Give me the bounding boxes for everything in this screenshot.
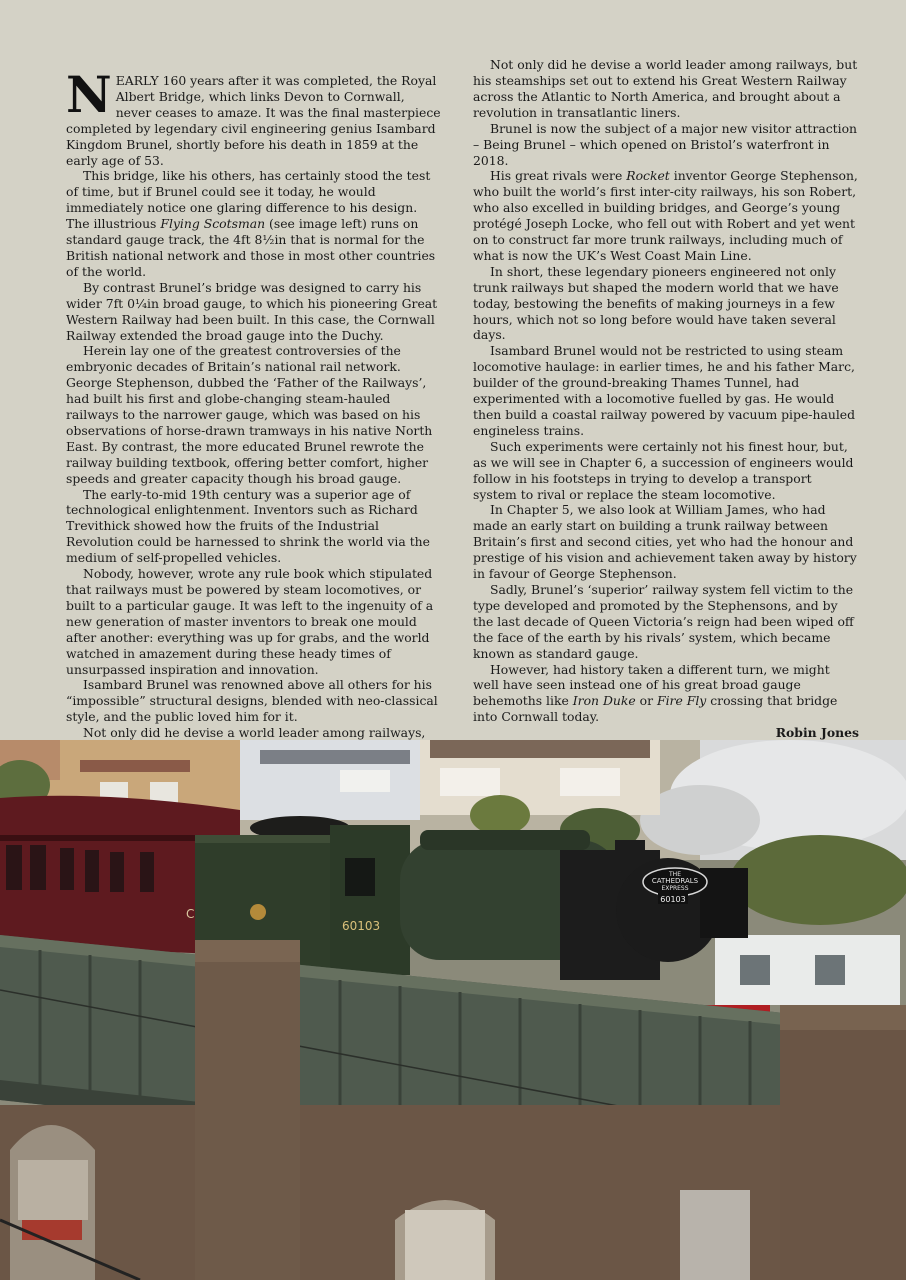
paragraph: Isambard Brunel was renowned above all others for his “impossible” structural designs, blended with neo-classical style, and the public loved him for it. [66,677,438,725]
paragraph: Isambard Brunel would not be restricted to using steam locomotive haulage: in earlier times, he and his father Marc, builder of the ground-breaking Thames Tunnel, had experimented with a locomotive fuelled by gas. He would then build a coastal railway powered by vacuum pipe-hauled engineless trains. [473,343,856,438]
author-name: Robin Jones [775,725,859,741]
paragraph: In short, these legendary pioneers engineered not only trunk railways but shaped the modern world that we have today, bestowing the benefits of making journeys in a few hours, which not so long before would have taken several days. [473,263,839,343]
train-photo [0,740,906,1280]
paragraph: Such experiments were certainly not his finest hour, but, as we will see in Chapter 6, a succession of engineers would follow in his footsteps in trying to develop a transport system to rival or replace the steam locomotive. [473,438,854,502]
locomotive-cab [330,825,410,975]
paragraph-text: crossing that bridge into Cornwall today. [473,693,838,725]
paragraph-text: However, had history taken a different turn, we might well have seen instead one of his great broad gauge behemoths like [473,661,830,709]
crest-icon [250,904,266,920]
italic-title: Iron Duke [572,693,636,709]
stone-pier [195,940,300,1280]
italic-title: Flying Scotsman [160,216,266,232]
headboard-line3: EXPRESS [661,885,689,892]
stone-pier [780,1005,906,1280]
smoke-deflector [700,868,748,938]
paragraph: Sadly, Brunel’s ‘superior’ railway system fell victim to the type developed and promoted by the Stephensons, and by the last decade of Queen Victoria’s reign had been wiped off the face of the earth by his rivals’ system, which became known as standard gauge. [473,581,854,661]
coach-letter: C [186,907,195,921]
paragraph-continued [473,57,859,121]
paragraph [473,662,859,726]
italic-title: Fire Fly [656,693,707,709]
headboard-line2: CATHEDRALS [651,877,699,885]
paragraph [473,168,859,263]
paragraph [66,168,441,279]
paragraph-text: or [635,693,657,709]
headboard-line1: THE [669,871,681,878]
italic-title: Rocket [626,168,670,184]
article-column-right [473,57,859,757]
smokebox-number: 60103 [660,895,686,904]
paragraph: By contrast Brunel’s bridge was designed to carry his wider 7ft 0¼in broad gauge, to which his pioneering Great Western Railway had been built. In this case, the Cornwall Railway extended the broad gauge into the Duchy. [66,279,438,343]
paragraph-text: His great rivals were [490,168,627,184]
paragraph-intro-text: EARLY 160 years after it was completed, the Royal Albert Bridge, which links Devon to Cornwall, never ceases to amaze. It was the final masterpiece completed by legendary civil engineering genius Isambard Kingdom Brunel, shortly before his death in 1859 at the early age of 53. [66,73,441,168]
drop-cap: N [66,65,112,124]
article-column-left [66,65,441,741]
paragraph-text: This bridge, like his others, has certainly stood the test of time, but if Brunel could see it today, he would immediately notice one glaring difference to his design. The illustrious [66,168,431,232]
paragraph-intro [66,65,441,168]
paragraph: Herein lay one of the greatest controversies of the embryonic decades of Britain’s national rail network. George Stephenson, dubbed the ‘Father of the Railways’, had built his first and globe-changing steam-hauled railways to the narrower gauge, which was based on his observations of horse-drawn tramways in his native North East. By contrast, the more educated Brunel rewrote the railway building textbook, offering better comfort, higher speeds and greater capacity though his broad gauge. [66,343,433,486]
paragraph: The early-to-mid 19th century was a superior age of technological enlightenment. Inventors such as Richard Trevithick showed how the fruits of the Industrial Revolution could be harnessed to shrink the world via the medium of self-propelled vehicles. [66,486,430,566]
paragraph: Brunel is now the subject of a major new visitor attraction – Being Brunel – which opened on Bristol’s waterfront in 2018. [473,120,858,168]
paragraph: Nobody, however, wrote any rule book which stipulated that railways must be powered by steam locomotives, or built to a particular gauge. It was left to the ingenuity of a new generation of master inventors to break one mould after another: everything was up for grabs, and the world watched in amazement during these heady times of unsurpassed inspiration and innovation. [66,566,434,677]
paragraph: Not only did he devise a world leader among railways, [83,725,426,741]
cab-number: 60103 [342,919,381,933]
paragraph-text: inventor George Stephenson, who built the world’s first inter-city railways, his son Robert, who also excelled in building bridges, and George’s young protégé Joseph Locke, who fell out with Robert and yet went on to construct far more trunk railways, including much of what is now the UK’s West Coast Main Line. [473,168,858,263]
paragraph-text: Not only did he devise a world leader among railways, but his steamships set out to extend his Great Western Railway across the Atlantic to North America, and brought about a revolution in transatlantic liners. [473,57,858,120]
paragraph: In Chapter 5, we also look at William James, who had made an early start on building a trunk railway between Britain’s first and second cities, yet who had the honour and prestige of his vision and achievement taken away by history in favour of George Stephenson. [473,502,857,582]
paragraph-text: (see image left) runs on standard gauge track, the 4ft 8½in that is normal for the British national network and those in most other countries of the world. [66,216,436,279]
